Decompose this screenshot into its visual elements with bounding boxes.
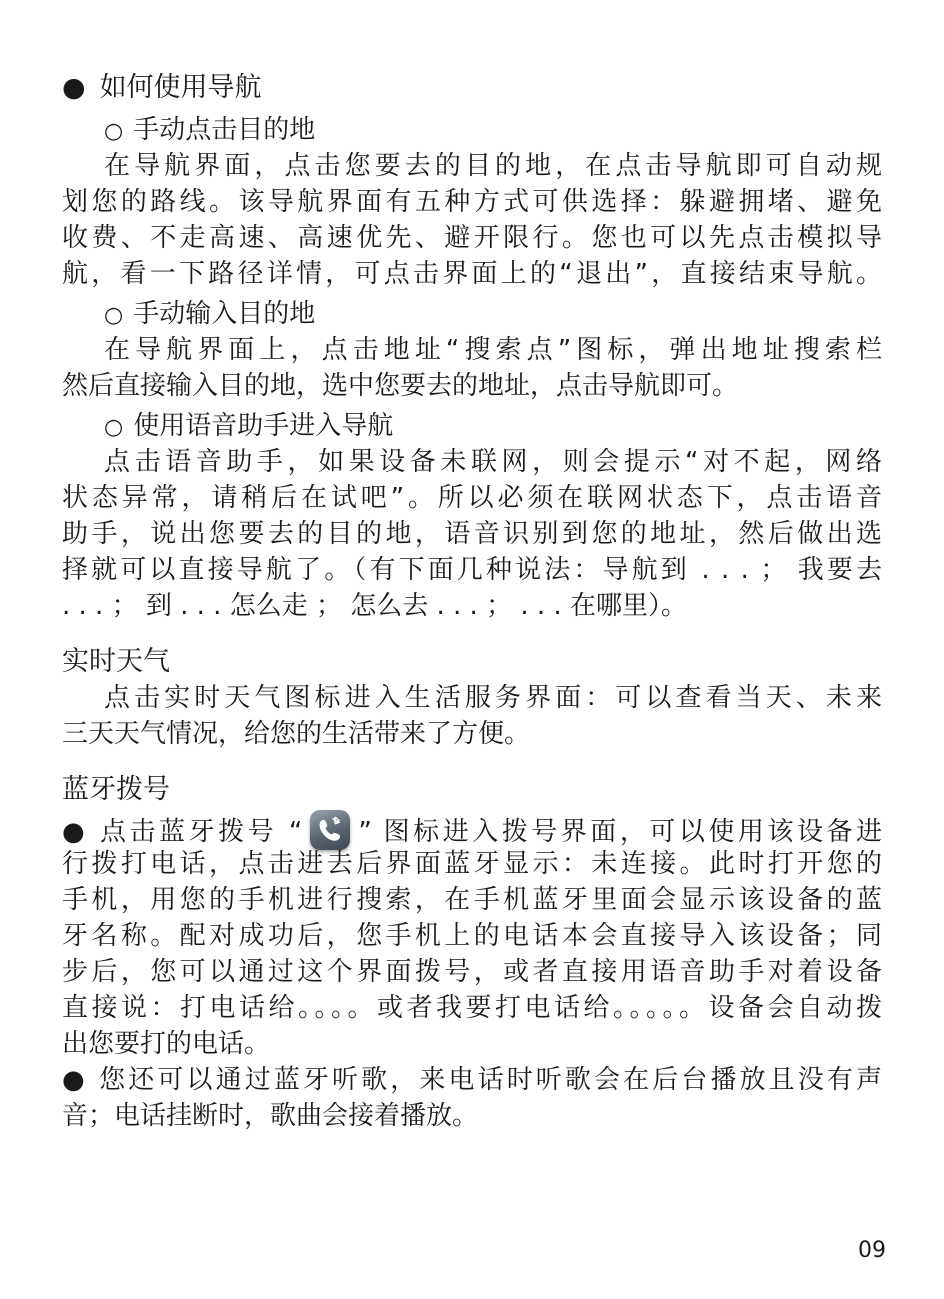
nav-heading-text: 如何使用导航 <box>99 72 262 103</box>
paragraph-line: 直接说：打电话给。。。。或者我要打电话给。。。。。设备会自动拨 <box>62 993 882 1023</box>
paragraph-line: 航，看一下路径详情，可点击界面上的“退出”，直接结束导航。 <box>62 259 882 289</box>
paragraph-line: 划您的路线。该导航界面有五种方式可供选择：躲避拥堵、避免 <box>62 187 882 217</box>
bullet-dot: ● <box>62 72 86 103</box>
bluetooth-line1-after: ” 图标进入拨号界面，可以使用该设备进 <box>358 817 882 847</box>
paragraph-line: 点击语音助手，如果设备未联网，则会提示“对不起，网络 <box>104 447 882 477</box>
paragraph-line: 点击实时天气图标进入生活服务界面：可以查看当天、未来 <box>104 683 882 713</box>
nav-sub3-title <box>104 408 924 446</box>
page-number: 09 <box>858 1238 886 1263</box>
paragraph-line: 音；电话挂断时，歌曲会接着播放。 <box>62 1101 479 1131</box>
paragraph-line: 然后直接输入目的地，选中您要去的地址，点击导航即可。 <box>62 371 739 401</box>
paragraph-line: 助手，说出您要去的目的地，语音识别到您的地址，然后做出选 <box>62 519 882 549</box>
nav-sub2-title <box>104 296 924 334</box>
paragraph-line: 在导航界面上，点击地址“搜索点”图标，弹出地址搜索栏 <box>104 335 882 365</box>
nav-heading <box>62 70 882 106</box>
paragraph-line: . . . ； 到 . . . 怎么走 ； 怎么去 . . . ； . . . 在哪里）。 <box>62 591 687 621</box>
nav-sub3-title-text: 使用语音助手进入导航 <box>133 411 394 441</box>
paragraph-line: 行拨打电话，点击进去后界面蓝牙显示：未连接。此时打开您的 <box>62 849 882 879</box>
bullet-dot: ● <box>62 817 89 847</box>
bluetooth-bullet2-line <box>62 1062 882 1098</box>
paragraph-line: 步后，您可以通过这个界面拨号，或者直接用语音助手对着设备 <box>62 957 882 987</box>
bluetooth-phone-icon <box>310 810 350 850</box>
paragraph-line: 三天天气情况，给您的生活带来了方便。 <box>62 719 531 749</box>
weather-heading: 实时天气 <box>62 646 170 677</box>
paragraph-line: 收费、不走高速、高速优先、避开限行。您也可以先点击模拟导 <box>62 223 882 253</box>
paragraph-line: 择就可以直接导航了。（有下面几种说法：导航到 . . . ； 我要去 <box>62 555 882 585</box>
nav-sub2-title-text: 手动输入目的地 <box>133 299 316 329</box>
paragraph-line: 牙名称。配对成功后，您手机上的电话本会直接导入该设备；同 <box>62 921 882 951</box>
paragraph-line: 状态异常，请稍后在试吧”。所以必须在联网状态下，点击语音 <box>62 483 882 513</box>
bullet2-text: 您还可以通过蓝牙听歌，来电话时听歌会在后台播放且没有声 <box>99 1065 882 1095</box>
nav-sub1-title-text: 手动点击目的地 <box>133 115 316 145</box>
paragraph-line: 出您要打的电话。 <box>62 1029 271 1059</box>
bullet-dot: ● <box>62 1065 88 1095</box>
bluetooth-heading: 蓝牙拨号 <box>62 774 170 805</box>
bluetooth-line1-before: 点击蓝牙拨号 “ <box>100 817 303 847</box>
nav-sub1-title <box>104 112 924 150</box>
paragraph-line: 在导航界面，点击您要去的目的地，在点击导航即可自动规 <box>104 151 882 181</box>
circle-marker: ○ <box>104 303 124 328</box>
bluetooth-line1 <box>62 810 882 850</box>
circle-marker: ○ <box>104 119 124 144</box>
paragraph-line: 手机，用您的手机进行搜索，在手机蓝牙里面会显示该设备的蓝 <box>62 885 882 915</box>
circle-marker: ○ <box>104 415 124 440</box>
